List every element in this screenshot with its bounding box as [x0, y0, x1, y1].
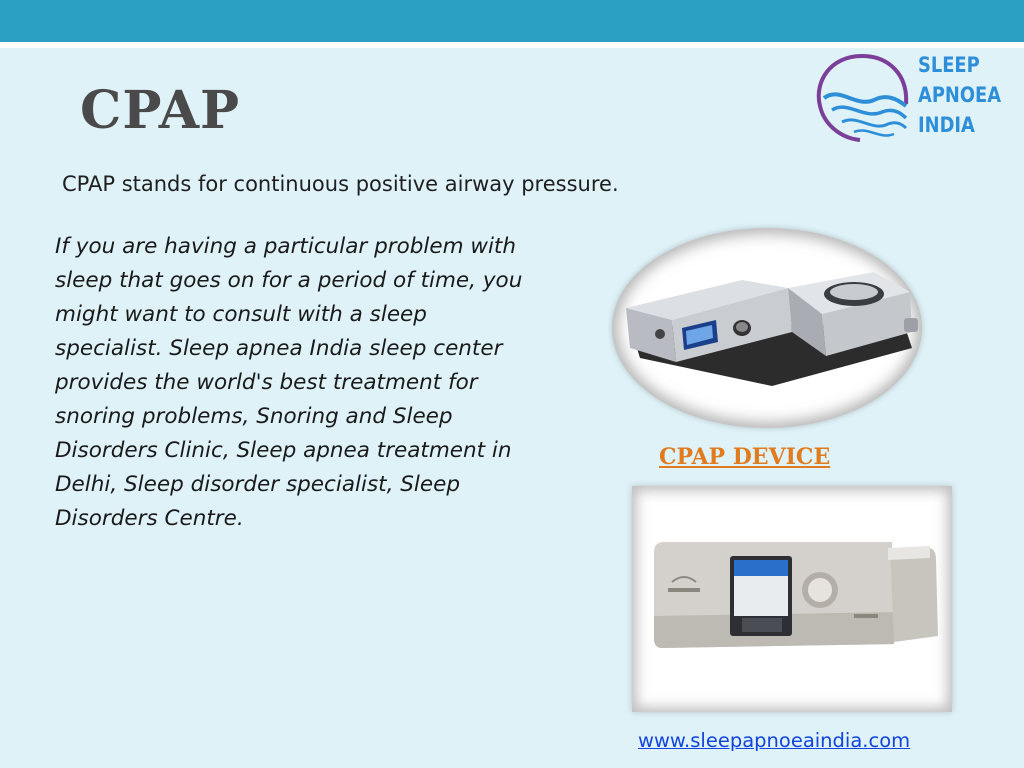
slide-body-text: If you are having a particular problem with sleep that goes on for a period of time, you might want to consult with a sleep specialist. Sleep apnea India sleep center provides the world's best treatment for snoring problems, Snoring and Sleep Disorders Clinic, Sleep apnea treatment in Delhi, Sleep disorder specialist, Sleep Disorders Centre. [55, 234, 523, 531]
slide-title: CPAP [80, 80, 241, 141]
cpap-machine-image [632, 486, 952, 712]
logo-text [918, 50, 1016, 140]
logo-line-apnoea: APNOEA [918, 83, 1002, 107]
cpap-machine-image [612, 228, 922, 428]
logo-line-sleep: SLEEP [918, 53, 980, 77]
cpap-device-image-2 [632, 486, 952, 712]
cpap-device-caption: CPAP DEVICE [659, 444, 831, 470]
top-bar [0, 0, 1024, 42]
website-link[interactable]: www.sleepapnoeaindia.com [638, 729, 911, 752]
cpap-device-image-1 [612, 228, 922, 428]
logo-line-india: INDIA [918, 113, 975, 137]
slide-subtitle: CPAP stands for continuous positive airway pressure. [62, 172, 619, 196]
